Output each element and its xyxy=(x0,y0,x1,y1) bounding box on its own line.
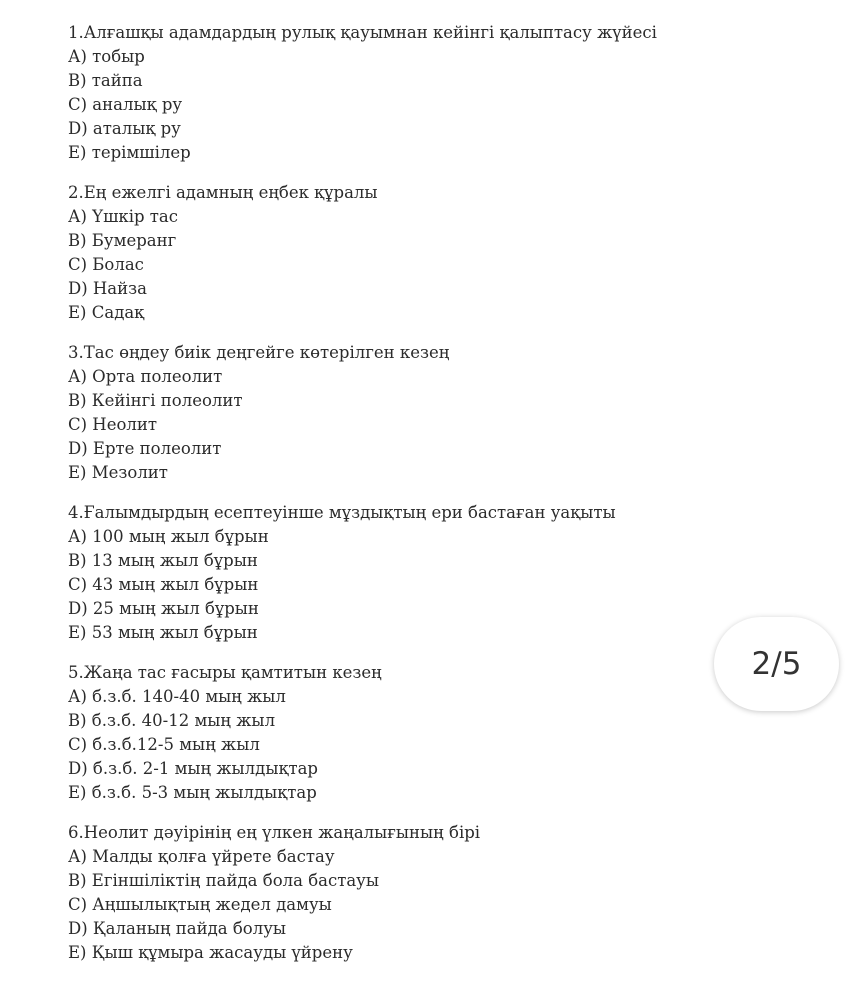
question-title: 6.Неолит дәуірінің ең үлкен жаңалығының бірі xyxy=(68,823,481,842)
answer-option-b: В) 13 мың жыл бұрын xyxy=(68,551,258,570)
answer-option-a: А) 100 мың жыл бұрын xyxy=(68,527,269,546)
answer-option-e: Е) терімшілер xyxy=(68,143,191,162)
answer-option-b: В) б.з.б. 40-12 мың жыл xyxy=(68,711,276,730)
answer-option-d: D) Найза xyxy=(68,279,147,298)
answer-option-b: В) тайпа xyxy=(68,71,143,90)
answer-option-d: D) Ерте полеолит xyxy=(68,439,222,458)
answer-option-d: D) 25 мың жыл бұрын xyxy=(68,599,259,618)
answer-option-d: D) б.з.б. 2-1 мың жылдықтар xyxy=(68,759,318,778)
questions-list xyxy=(68,21,688,981)
question-title: 2.Ең ежелгі адамның еңбек құралы xyxy=(68,183,378,202)
answer-option-b: В) Кейінгі полеолит xyxy=(68,391,243,410)
answer-option-b: В) Егіншіліктің пайда бола бастауы xyxy=(68,871,380,890)
question-5 xyxy=(68,661,688,805)
question-6 xyxy=(68,821,688,965)
answer-option-e: Е) Қыш құмыра жасауды үйрену xyxy=(68,943,353,962)
answer-option-c: С) б.з.б.12-5 мың жыл xyxy=(68,735,260,754)
question-4 xyxy=(68,501,688,645)
question-title: 5.Жаңа тас ғасыры қамтитын кезең xyxy=(68,663,382,682)
answer-option-a: А) Малды қолға үйрете бастау xyxy=(68,847,335,866)
question-3 xyxy=(68,341,688,485)
question-1 xyxy=(68,21,688,165)
answer-option-e: Е) Садақ xyxy=(68,303,145,322)
answer-option-a: А) тобыр xyxy=(68,47,145,66)
page-indicator xyxy=(714,617,839,711)
answer-option-e: Е) б.з.б. 5-3 мың жылдықтар xyxy=(68,783,317,802)
answer-option-d: D) аталық ру xyxy=(68,119,181,138)
answer-option-b: В) Бумеранг xyxy=(68,231,177,250)
answer-option-e: Е) Мезолит xyxy=(68,463,168,482)
answer-option-e: Е) 53 мың жыл бұрын xyxy=(68,623,258,642)
question-title: 4.Ғалымдырдың есептеуінше мұздықтың ери бастаған уақыты xyxy=(68,503,616,522)
answer-option-c: С) Аңшылықтың жедел дамуы xyxy=(68,895,332,914)
question-2 xyxy=(68,181,688,325)
page-indicator-label: 2/5 xyxy=(751,646,802,682)
answer-option-c: С) аналық ру xyxy=(68,95,183,114)
answer-option-c: С) 43 мың жыл бұрын xyxy=(68,575,259,594)
answer-option-c: С) Болас xyxy=(68,255,144,274)
answer-option-a: А) Орта полеолит xyxy=(68,367,223,386)
answer-option-a: А) б.з.б. 140-40 мың жыл xyxy=(68,687,286,706)
question-title: 1.Алғашқы адамдардың рулық қауымнан кейінгі қалыптасу жүйесі xyxy=(68,23,657,42)
question-title: 3.Тас өңдеу биік деңгейге көтерілген кезең xyxy=(68,343,450,362)
answer-option-c: С) Неолит xyxy=(68,415,158,434)
answer-option-d: D) Қаланың пайда болуы xyxy=(68,919,287,938)
answer-option-a: А) Үшкір тас xyxy=(68,207,179,226)
